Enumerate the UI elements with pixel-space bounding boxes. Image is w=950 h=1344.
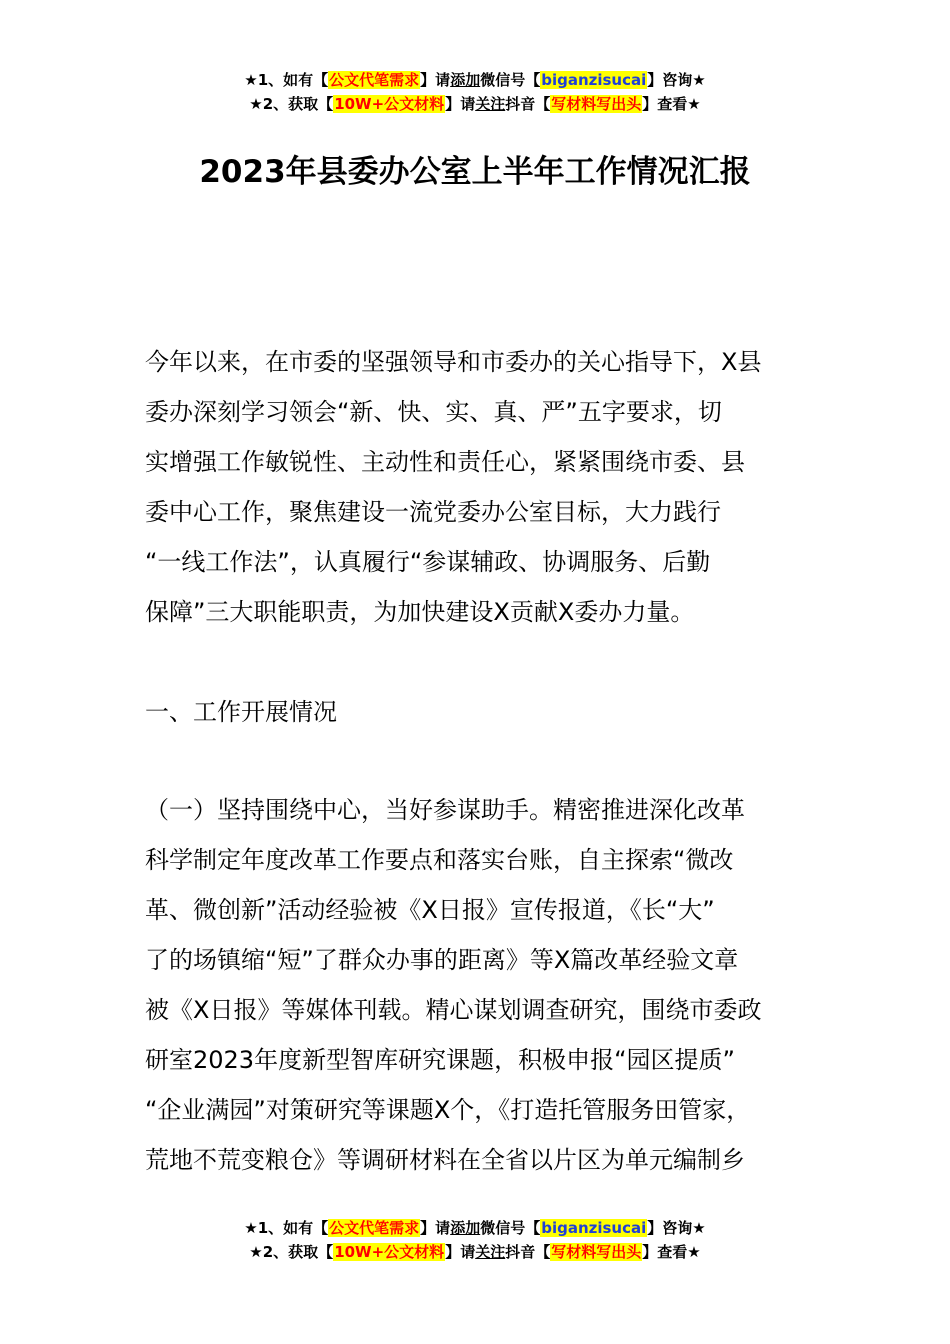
paragraph-line: （一）坚持围绕中心，当好参谋助手。精密推进深化改革: [145, 796, 745, 824]
banner-line-1: [0, 1216, 950, 1240]
paragraph-line: 今年以来，在市委的坚强领导和市委办的关心指导下，X县: [145, 348, 762, 376]
paragraph-line: 委办深刻学习领会“新、快、实、真、严”五字要求，切: [145, 398, 722, 426]
banner-text: ★2、获取【: [249, 1243, 334, 1261]
banner-text: 抖音【: [505, 95, 551, 113]
bottom-banner: [0, 1216, 950, 1264]
banner-text: 】查看★: [642, 1243, 701, 1261]
banner-underlined-text: 添加: [450, 1219, 481, 1237]
paragraph-line: 保障”三大职能职责，为加快建设X贡献X委办力量。: [145, 598, 695, 626]
banner-text: 】咨询★: [647, 1219, 706, 1237]
banner-highlight-materials: 10W+公文材料: [334, 95, 445, 113]
banner-text: ★2、获取【: [249, 95, 334, 113]
section-heading: 一、工作开展情况: [145, 698, 337, 726]
banner-text: 】咨询★: [647, 71, 706, 89]
banner-text: 微信号【: [480, 1219, 541, 1237]
paragraph-line: 研室2023年度新型智库研究课题，积极申报“园区提质”: [145, 1046, 735, 1074]
banner-highlight-materials: 10W+公文材料: [334, 1243, 445, 1261]
top-banner: [0, 68, 950, 116]
paragraph-line: 被《X日报》等媒体刊载。精心谋划调查研究，围绕市委政: [145, 996, 762, 1024]
banner-underlined-text: 关注: [475, 95, 506, 113]
banner-text: 】查看★: [642, 95, 701, 113]
banner-highlight-douyin: 写材料写出头: [551, 95, 642, 113]
paragraph-line: 了的场镇缩“短”了群众办事的距离》等X篇改革经验文章: [145, 946, 739, 974]
paragraph-line: 荒地不荒变粮仓》等调研材料在全省以片区为单元编制乡: [145, 1146, 745, 1174]
intro-paragraph: [145, 337, 845, 637]
banner-text: 】请: [420, 1219, 451, 1237]
banner-line-1: [0, 68, 950, 92]
banner-text: ★1、如有【: [244, 71, 329, 89]
paragraph-line: 科学制定年度改革工作要点和落实台账，自主探索“微改: [145, 846, 734, 874]
banner-highlight-douyin: 写材料写出头: [551, 1243, 642, 1261]
banner-text: 抖音【: [505, 1243, 551, 1261]
banner-highlight-wechat: biganzisucai: [541, 71, 647, 89]
banner-highlight-service: 公文代笔需求: [329, 1219, 420, 1237]
banner-text: 】请: [420, 71, 451, 89]
paragraph-line: 革、微创新”活动经验被《X日报》宣传报道，《长“大”: [145, 896, 715, 924]
banner-text: 微信号【: [480, 71, 541, 89]
paragraph-line: “企业满园”对策研究等课题X个，《打造托管服务田管家，: [145, 1096, 751, 1124]
banner-line-2: [0, 1240, 950, 1264]
banner-line-2: [0, 92, 950, 116]
banner-text: 】请: [445, 1243, 476, 1261]
paragraph-line: 委中心工作，聚焦建设一流党委办公室目标，大力践行: [145, 498, 721, 526]
document-title: 2023年县委办公室上半年工作情况汇报: [199, 154, 751, 190]
paragraph-line: “一线工作法”，认真履行“参谋辅政、协调服务、后勤: [145, 548, 711, 576]
banner-underlined-text: 添加: [450, 71, 481, 89]
banner-highlight-wechat: biganzisucai: [541, 1219, 647, 1237]
banner-text: 】请: [445, 95, 476, 113]
paragraph-line: 实增强工作敏锐性、主动性和责任心，紧紧围绕市委、县: [145, 448, 745, 476]
banner-text: ★1、如有【: [244, 1219, 329, 1237]
banner-highlight-service: 公文代笔需求: [329, 71, 420, 89]
banner-underlined-text: 关注: [475, 1243, 506, 1261]
section1-paragraph: [145, 785, 845, 1185]
